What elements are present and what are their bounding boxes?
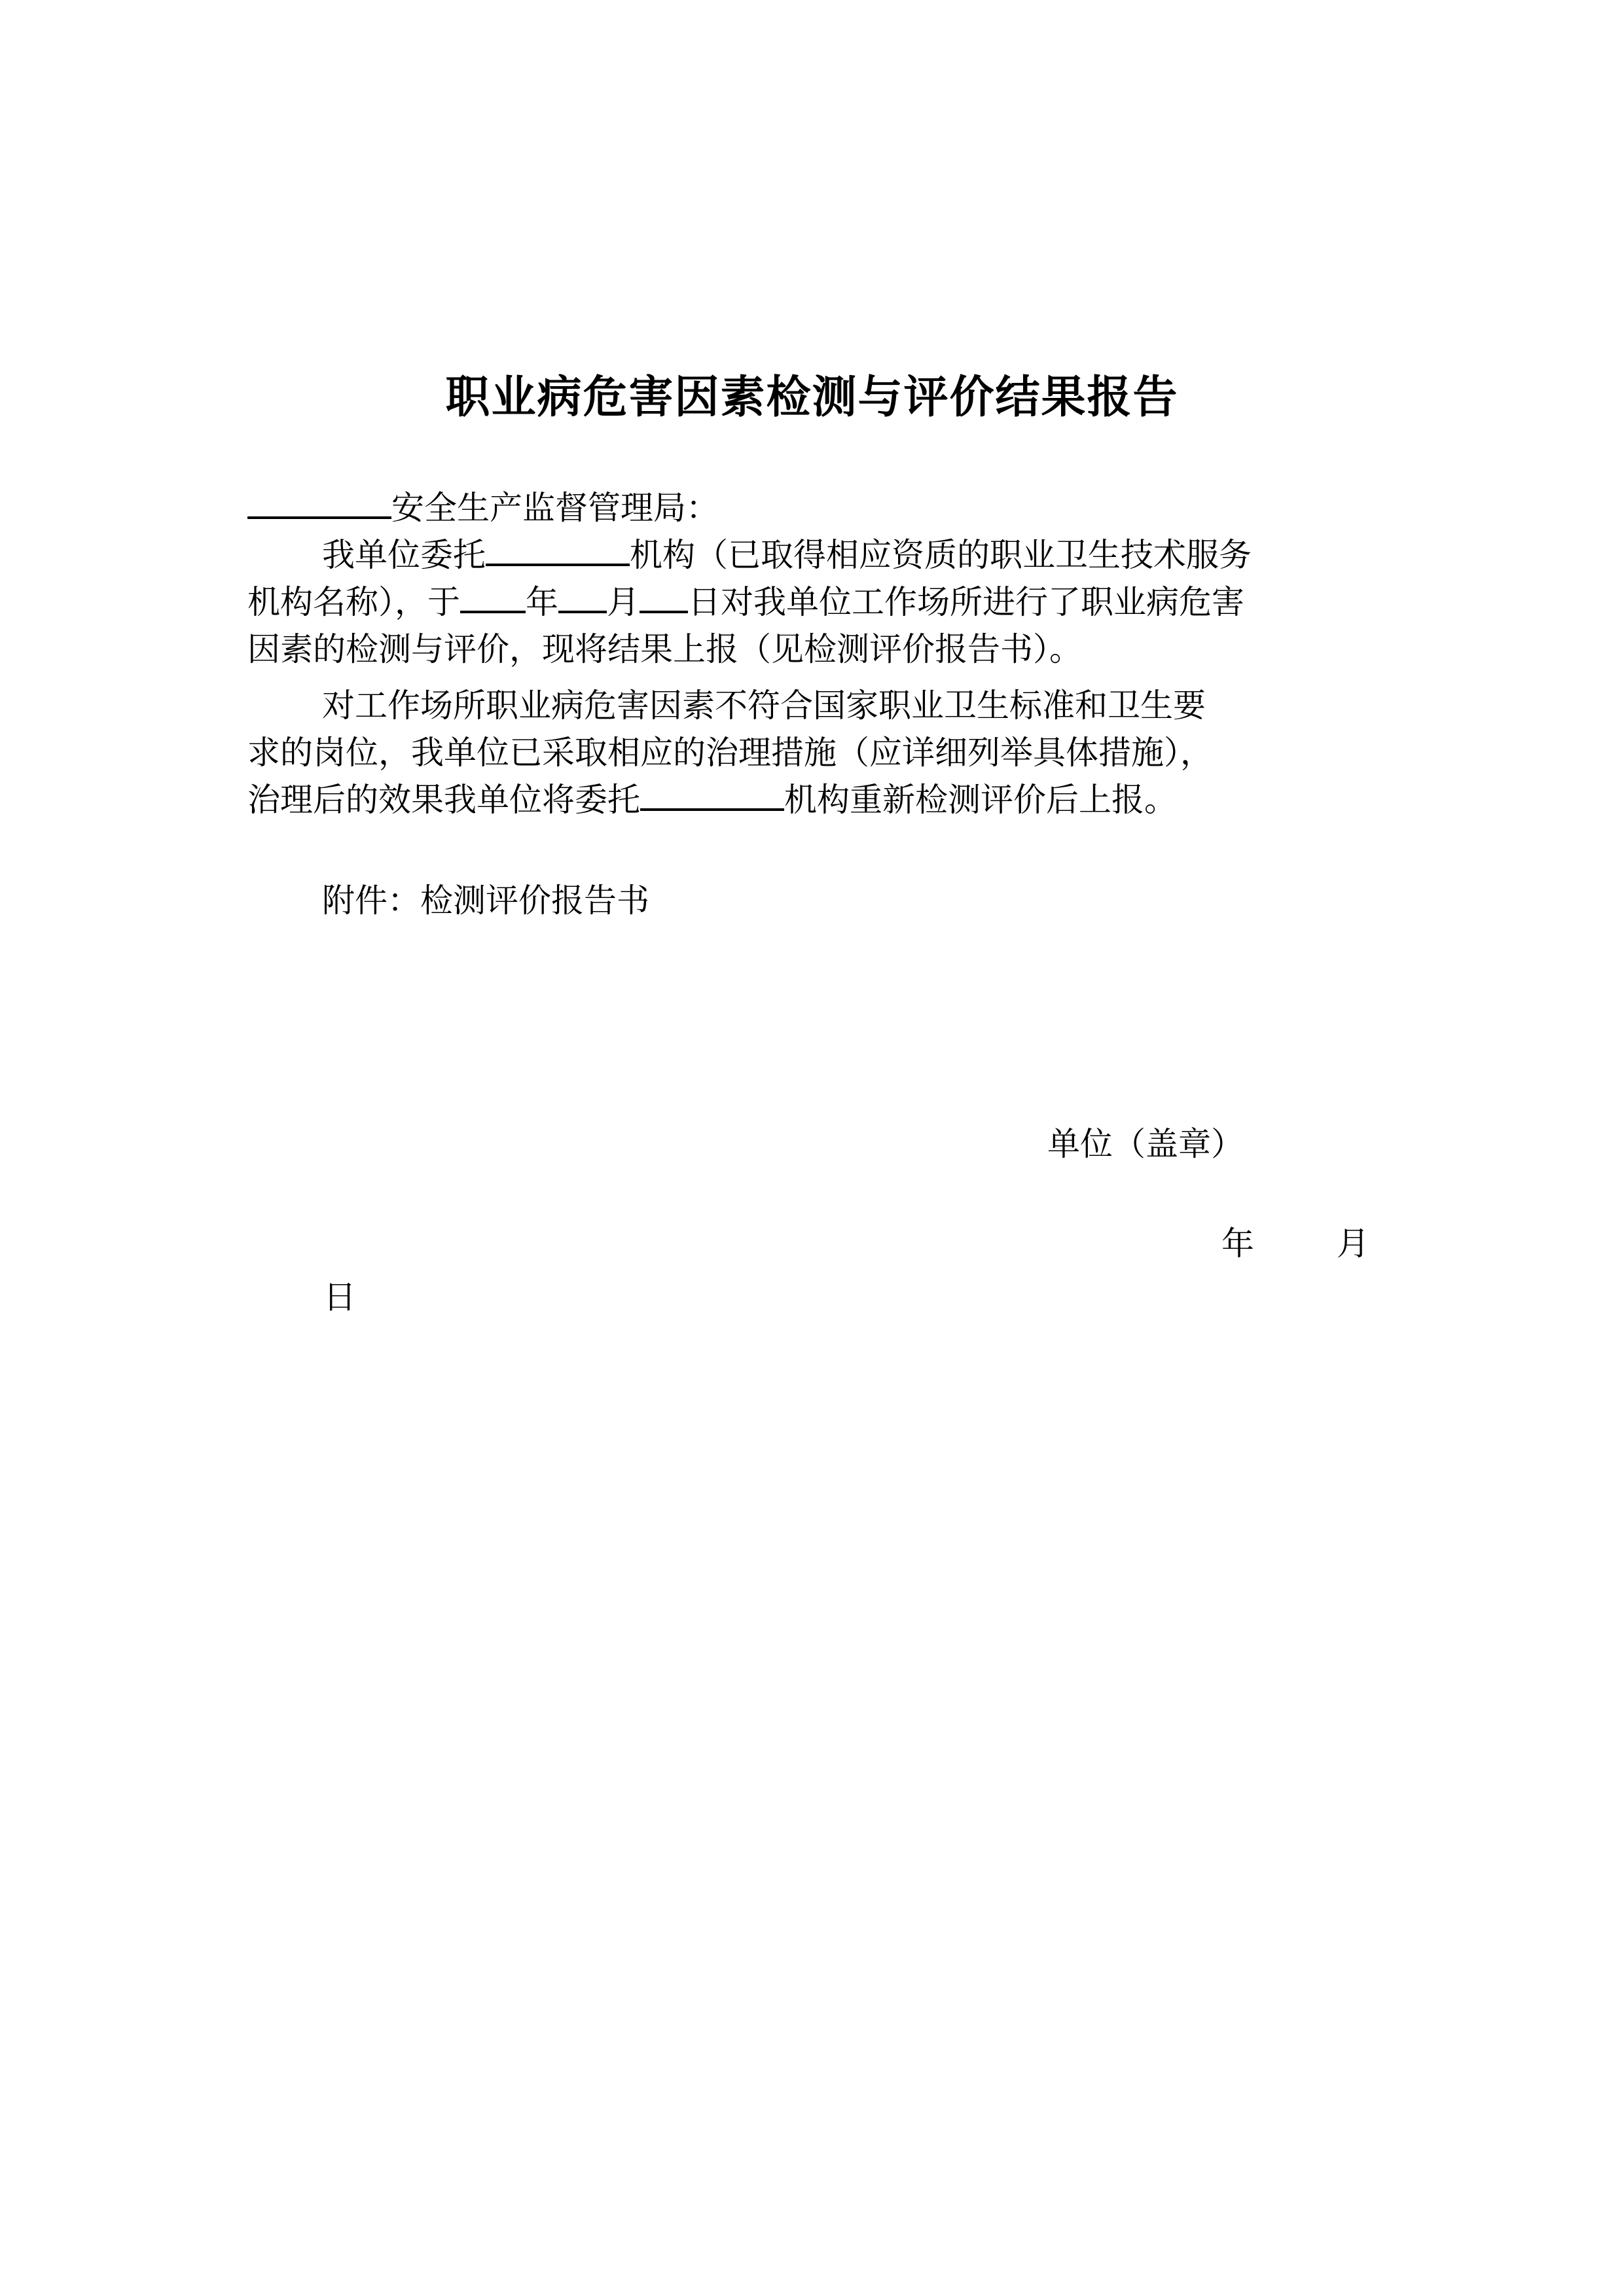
paragraph1-line2 — [247, 579, 1399, 626]
year-blank — [460, 582, 526, 613]
paragraph2-text-3: 治理后的效果我单位将委托 — [247, 781, 640, 819]
signature-day: 日 — [323, 1278, 356, 1316]
signature-unit: 单位（盖章） — [1047, 1125, 1244, 1163]
paragraph2-text-1: 对工作场所职业病危害因素不符合国家职业卫生标准和卫生要 — [322, 687, 1206, 725]
attachment-text: 附件：检测评价报告书 — [322, 882, 649, 920]
paragraph1-text-2: 机构（已取得相应资质的职业卫生技术服务 — [630, 536, 1252, 574]
addressee-line — [247, 484, 1399, 531]
agency-blank — [486, 535, 630, 566]
paragraph1-month-label: 月 — [607, 583, 640, 621]
paragraph1-year-label: 年 — [526, 583, 558, 621]
month-blank — [558, 582, 607, 613]
paragraph1-text-3: 机构名称），于 — [247, 583, 460, 621]
paragraph2-line2: 求的岗位，我单位已采取相应的治理措施（应详细列举具体措施）， — [247, 734, 1213, 772]
reinspection-agency-blank — [640, 780, 784, 811]
addressee-suffix: 安全生产监督管理局： — [391, 489, 719, 527]
paragraph2-text-4: 机构重新检测评价后上报。 — [784, 781, 1177, 819]
signature-month: 月 — [1337, 1225, 1369, 1263]
paragraph1-line1 — [247, 531, 1399, 579]
day-blank — [640, 582, 688, 613]
signature-year: 年 — [1221, 1225, 1254, 1263]
paragraph1-text-4: 日对我单位工作场所进行了职业病危害 — [688, 583, 1244, 621]
document-title: 职业病危害因素检测与评价结果报告 — [445, 371, 1179, 423]
attachment-line — [247, 877, 1399, 924]
paragraph2-line1 — [247, 682, 1399, 729]
paragraph1-line3: 因素的检测与评价，现将结果上报（见检测评价报告书）。 — [247, 630, 1082, 668]
paragraph1-text-1: 我单位委托 — [322, 536, 486, 574]
addressee-blank — [247, 488, 391, 519]
paragraph2-line3 — [247, 776, 1399, 823]
